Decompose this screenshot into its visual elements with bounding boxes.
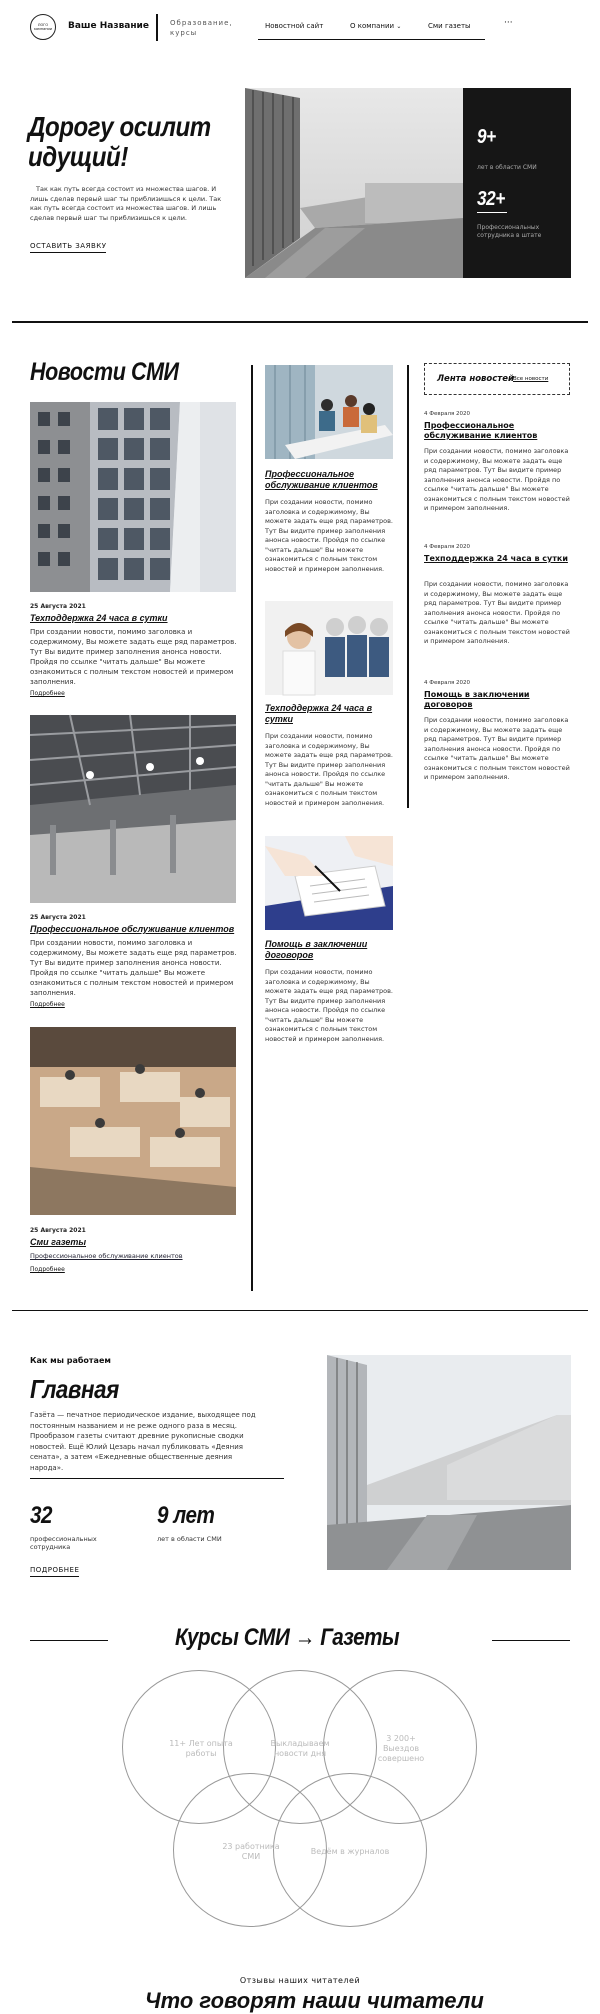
hero-title: Дорогу осилит идущий! — [28, 111, 211, 172]
hero-stats-panel — [463, 88, 571, 278]
reviews-title: Что говорят наши читатели — [145, 1988, 484, 2013]
news-col3-1-date: 4 Февраля 2020 — [424, 411, 471, 417]
hero-stat2-underline — [477, 212, 507, 213]
brand-name: Ваше Название — [68, 21, 149, 31]
logo[interactable] — [30, 14, 56, 40]
news-col3-3-title[interactable]: Помощь в заключении договоров — [424, 690, 530, 709]
hero-text: Так как путь всегда состоит из множества шагов. И лишь сделав первый шаг ты приблизишься к цели. Так как путь всегда состоит из множества шагов. И лишь сделав первый шаг ты приблизишься к цели. — [30, 185, 222, 222]
about-photo — [327, 1355, 571, 1570]
news-col1-3-link[interactable]: Профессиональное обслуживание клиентов — [30, 1252, 183, 1260]
news-col2-1-text: При создании новости, помимо заголовка и содержимому, Вы можете задать еще ряд параметров. Тут Вы видите пример заполнения анонса новости. Пройдя по ссылке "читать дальше" Вы можете ознакомиться с полным текстом новостей и примером заполнения. — [265, 498, 394, 573]
hero-stat1-value: 9+ — [477, 126, 496, 148]
about-stat1-label: профессиональных сотрудника — [30, 1535, 97, 1551]
nav-item-smi[interactable]: Сми газеты — [428, 22, 471, 30]
chevron-down-icon: ⌄ — [396, 23, 402, 30]
news-col1-2-text: При создании новости, помимо заголовка и содержимому, Вы можете задать еще ряд параметров. Тут Вы видите пример заполнения анонса новости. Пройдя по ссылке "читать дальше" Вы можете ознакомиться с полным текстом новостей и примером заполнения. — [30, 939, 237, 997]
news-col3-3-text: При создании новости, помимо заголовка и содержимому, Вы можете задать еще ряд параметров. Тут Вы видите пример заполнения анонса новости. Пройдя по ссылке "читать дальше" Вы можете ознакомиться с полным текстом новостей и примером заполнения. — [424, 716, 570, 781]
news-col1-2-more-link[interactable]: Подробнее — [30, 1001, 65, 1008]
news-col3-3-date: 4 Февраля 2020 — [424, 680, 471, 686]
news-col1-1-more-link[interactable]: Подробнее — [30, 690, 65, 697]
header-divider — [156, 14, 158, 41]
courses-line-left — [30, 1640, 108, 1641]
about-text: Газёта — печатное периодическое издание, выходящее под постоянным названием и не реже одного раза в месяц. Прообразом газеты считают древние рукописные сводки новостей. Ещё Юлий Цезарь начал публиковать «Деяния сената», а затем «Ежедневные общественные деяния народа». — [30, 1411, 256, 1472]
header — [0, 0, 600, 55]
news-col2-photo-2[interactable] — [265, 601, 393, 695]
news-feed-header — [424, 363, 570, 395]
news-col1-1-date: 25 Августа 2021 — [30, 603, 86, 610]
news-col1-2-title[interactable]: Профессиональное обслуживание клиентов — [30, 924, 235, 934]
about-stat1-value: 32 — [30, 1502, 53, 1529]
news-col2-1-title[interactable]: Профессиональное обслуживание клиентов — [265, 469, 378, 490]
news-col1-3-date: 25 Августа 2021 — [30, 1227, 86, 1234]
news-col1-1-title[interactable]: Техподдержка 24 часа в сутки — [30, 613, 168, 623]
news-col3-1-text: При создании новости, помимо заголовка и содержимому, Вы можете задать еще ряд параметров. Тут Вы видите пример заполнения анонса новости. Пройдя по ссылке "читать дальше" Вы можете ознакомиться с полным текстом новостей и примером заполнения. — [424, 447, 570, 512]
nav-underline — [258, 39, 485, 40]
news-col2-2-title[interactable]: Техподдержка 24 часа в сутки — [265, 703, 373, 724]
reviews-eyebrow: Отзывы наших читателей — [239, 1976, 361, 1985]
news-feed-all-link[interactable]: Все новости — [513, 376, 549, 382]
news-col3-2-title[interactable]: Техподдержка 24 часа в сутки — [424, 554, 568, 563]
news-col1-2-date: 25 Августа 2021 — [30, 914, 86, 921]
logo-text: ЛОГО компании — [33, 23, 53, 31]
section-divider-2 — [12, 1310, 588, 1311]
venn-label-4: 23 работника СМИ — [222, 1842, 280, 1861]
hero-photo — [245, 88, 463, 278]
tagline: Образование, курсы — [170, 19, 233, 37]
about-divider — [30, 1478, 284, 1479]
ellipsis-icon[interactable]: ··· — [504, 18, 513, 28]
news-col3-1-title[interactable]: Профессиональное обслуживание клиентов — [424, 421, 538, 440]
about-eyebrow: Как мы работаем — [30, 1356, 111, 1365]
news-col2-photo-3[interactable] — [265, 836, 393, 930]
courses-title: Курсы СМИ → Газеты — [175, 1624, 400, 1651]
news-col3-2-date: 4 Февраля 2020 — [424, 544, 471, 550]
hero-cta-button[interactable]: ОСТАВИТЬ ЗАЯВКУ — [30, 242, 106, 253]
venn-label-1: 11+ Лет опыта работы — [169, 1739, 233, 1758]
hero-stat2-value: 32+ — [477, 188, 505, 210]
courses-line-right — [492, 1640, 570, 1641]
news-col-divider-1 — [251, 365, 253, 1291]
news-col1-photo-2[interactable] — [30, 715, 236, 903]
news-col3-2-text: При создании новости, помимо заголовка и содержимому, Вы можете задать еще ряд параметров. Тут Вы видите пример заполнения анонса новости. Пройдя по ссылке "читать дальше" Вы можете ознакомиться с полным текстом новостей и примером заполнения. — [424, 580, 570, 645]
nav-item-news-site[interactable]: Новостной сайт — [265, 22, 324, 30]
news-col2-photo-1[interactable] — [265, 365, 393, 459]
venn-label-5: Ведём в журналов — [310, 1847, 390, 1856]
news-col2-3-text: При создании новости, помимо заголовка и содержимому, Вы можете задать еще ряд параметров. Тут Вы видите пример заполнения анонса новости. Пройдя по ссылке "читать дальше" Вы можете ознакомиться с полным текстом новостей и примером заполнения. — [265, 968, 394, 1043]
news-col2-2-text: При создании новости, помимо заголовка и содержимому, Вы можете задать еще ряд параметров. Тут Вы видите пример заполнения анонса новости. Пройдя по ссылке "читать дальше" Вы можете ознакомиться с полным текстом новостей и примером заполнения. — [265, 732, 394, 807]
news-col2-3-title[interactable]: Помощь в заключении договоров — [265, 939, 368, 960]
hero-stat2-label: Профессиональных сотрудника в штате — [477, 224, 542, 239]
nav-item-about[interactable]: О компании ⌄ — [350, 22, 402, 30]
news-col1-3-title[interactable]: Сми газеты — [30, 1237, 87, 1247]
venn-label-2: Выкладываем новости дня — [270, 1739, 330, 1758]
about-stat2-value: 9 лет — [157, 1502, 215, 1529]
about-title: Главная — [30, 1374, 119, 1404]
venn-label-3: 3 200+ Выездов совершено — [377, 1734, 425, 1763]
hero-stat1-label: лет в области СМИ — [477, 164, 537, 171]
about-more-button[interactable]: ПОДРОБНЕЕ — [30, 1566, 79, 1577]
news-col1-photo-1[interactable] — [30, 402, 236, 592]
about-stat2-label: лет в области СМИ — [157, 1535, 222, 1543]
news-col-divider-2 — [407, 365, 409, 808]
news-title: Новости СМИ — [30, 358, 179, 386]
news-feed-title: Лента новостей — [437, 374, 514, 384]
news-col1-1-text: При создании новости, помимо заголовка и содержимому, Вы можете задать еще ряд параметров. Тут Вы видите пример заполнения анонса новости. Пройдя по ссылке "читать дальше" Вы можете ознакомиться с полным текстом новостей и примером заполнения. — [30, 628, 237, 686]
news-col1-photo-3[interactable] — [30, 1027, 236, 1215]
news-col1-3-more-link[interactable]: Подробнее — [30, 1266, 65, 1273]
section-divider-1 — [12, 321, 588, 323]
